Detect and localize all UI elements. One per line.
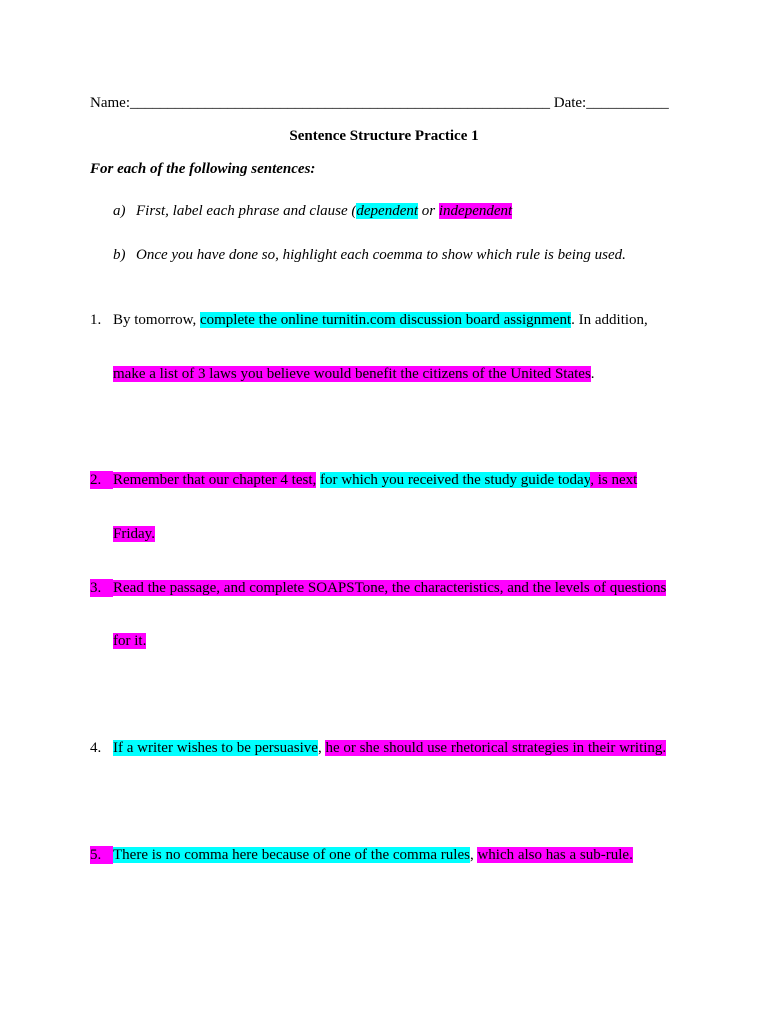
item-5-line (90, 846, 633, 864)
name-label: Name: (90, 95, 130, 111)
item-2-highlight-b: , is next (590, 472, 638, 488)
instruction-a-text: First, label each phrase and clause ( (136, 203, 357, 219)
page-title: Sentence Structure Practice 1 (289, 128, 479, 144)
item-1-line-2 (113, 365, 595, 383)
item-1-highlight: make a list of 3 laws you believe would benefit the citizens of the United States (113, 366, 591, 382)
item-1-independent-clause: complete the online turnitin.com discussion board assignment (199, 312, 572, 328)
date-label: Date: (549, 95, 587, 111)
instruction-a-marker: a) (113, 203, 126, 219)
item-2-highlight-c: Friday. (113, 526, 155, 542)
dependent-label: dependent (356, 203, 419, 219)
item-2-number: 2. (90, 471, 113, 489)
item-4-number: 4. (90, 740, 102, 756)
item-3-highlight-a: Read the passage, and complete SOAPSTone, the characteristics, and the levels of questions (113, 580, 667, 596)
item-2-dependent-clause: for which you received the study guide today (320, 472, 591, 488)
item-1-period: . (590, 366, 595, 382)
item-4-dependent-clause: If a writer wishes to be persuasive (113, 740, 318, 756)
item-5-independent-clause: There is no comma here because of one of the comma rules (113, 847, 470, 863)
item-2-line-1 (90, 471, 637, 489)
item-4-comma: , (317, 740, 326, 756)
item-3-line-2 (113, 632, 146, 650)
item-5-comma: , (469, 847, 478, 863)
item-2-line-2 (113, 525, 155, 543)
instruction-b (113, 246, 626, 264)
item-1-plain-b: . In addition, (571, 312, 648, 328)
item-3-highlight-b: for it. (113, 633, 147, 649)
item-4-line (90, 739, 666, 757)
instruction-b-marker: b) (113, 247, 126, 263)
item-1-number: 1. (90, 312, 102, 328)
item-1-line-1 (90, 311, 648, 329)
name-date-line (90, 94, 669, 112)
item-5-dependent-clause: which also has a sub-rule. (477, 847, 633, 863)
item-4-independent-clause: he or she should use rhetorical strategies in their writing. (325, 740, 667, 756)
instruction-a (113, 202, 512, 220)
item-5-number: 5. (90, 846, 113, 864)
name-blank: ________________________________________________________ (129, 95, 550, 111)
instruction-b-text: Once you have done so, highlight each coemma to show which rule is being used. (136, 247, 626, 263)
date-blank: ___________ (586, 95, 669, 111)
item-3-number: 3. (90, 579, 113, 597)
instruction-a-or: or (418, 203, 439, 219)
item-3-line-1 (90, 579, 666, 597)
item-1-plain-a: By tomorrow, (113, 312, 200, 328)
instructions-heading: For each of the following sentences: (90, 161, 316, 177)
item-2-highlight-a: Remember that our chapter 4 test, (113, 472, 317, 488)
independent-label: independent (438, 203, 513, 219)
